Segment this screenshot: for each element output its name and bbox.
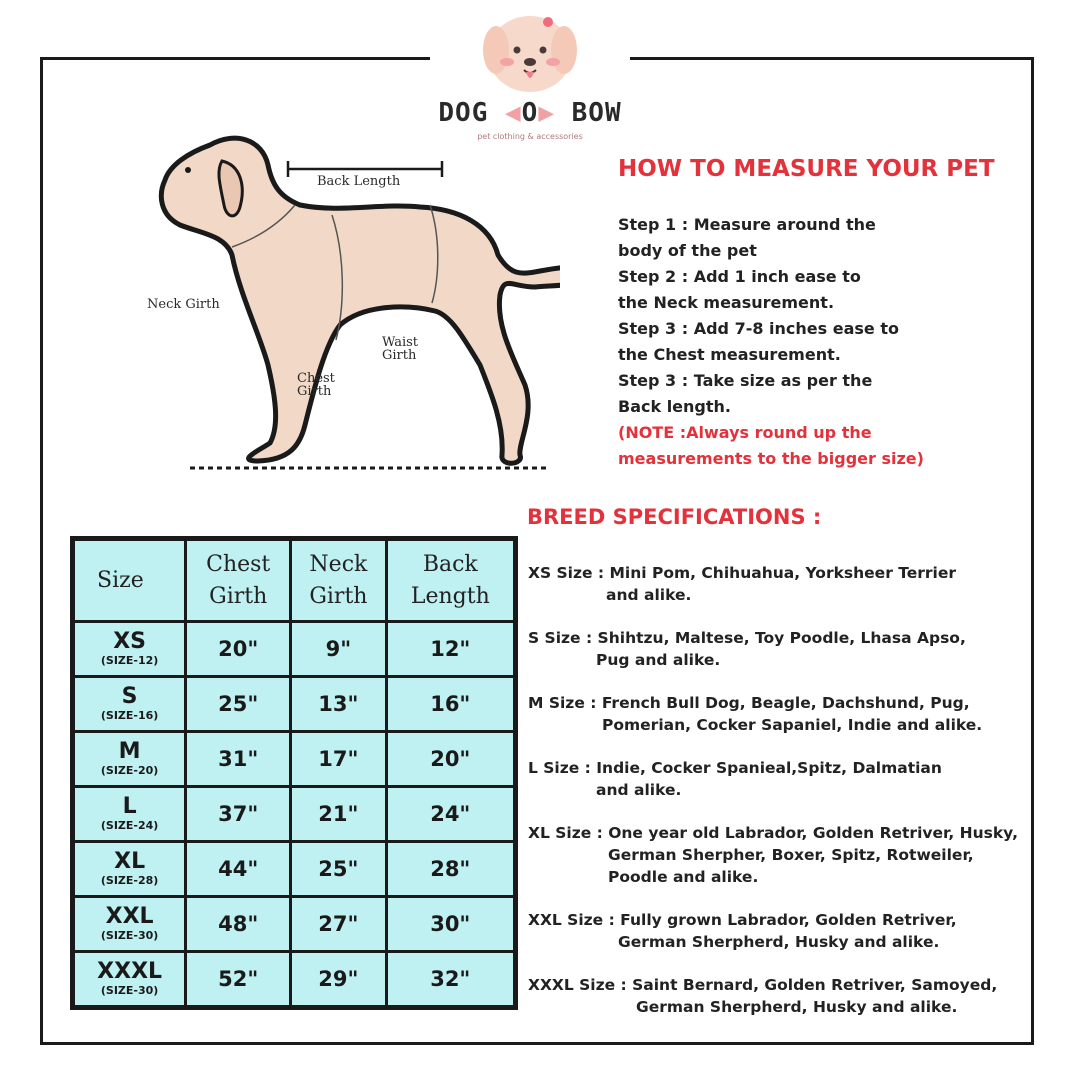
table-row	[75, 953, 513, 1005]
chest-cell: 25"	[187, 678, 289, 730]
neck-cell: 9"	[292, 623, 384, 675]
back-cell: 28"	[388, 843, 513, 895]
chest-cell: 48"	[187, 898, 289, 950]
chest-cell: 44"	[187, 843, 289, 895]
step-line: Step 1 : Measure around the	[618, 215, 876, 234]
table-row	[75, 843, 513, 895]
bow-icon: ◀	[505, 98, 522, 128]
chest-cell: 20"	[187, 623, 289, 675]
back-cell: 30"	[388, 898, 513, 950]
table-row	[75, 788, 513, 840]
breed-item-xl: XL Size : One year old Labrador, Golden Retriver, Husky, German Sherpher, Boxer, Spitz, Rotweiler, Poodle and alike.	[528, 824, 1018, 886]
size-cell: XXL (SIZE-30)	[75, 898, 184, 950]
step-line: Step 2 : Add 1 inch ease to	[618, 267, 861, 286]
size-cell: M (SIZE-20)	[75, 733, 184, 785]
bow-icon: ▶	[538, 98, 555, 128]
note-line: (NOTE :Always round up the	[618, 423, 872, 442]
brand-name: DOG ◀O▶ BOW	[438, 98, 622, 128]
back-length-label: Back Length	[317, 174, 401, 189]
neck-cell: 17"	[292, 733, 384, 785]
chest-cell: 52"	[187, 953, 289, 1005]
back-cell: 32"	[388, 953, 513, 1005]
neck-cell: 29"	[292, 953, 384, 1005]
back-cell: 20"	[388, 733, 513, 785]
chest-cell: 37"	[187, 788, 289, 840]
table-row	[75, 733, 513, 785]
header-chest-girth: Chest Girth	[187, 541, 289, 620]
size-cell: XXXL (SIZE-30)	[75, 953, 184, 1005]
breed-item-s: S Size : Shihtzu, Maltese, Toy Poodle, Lhasa Apso, Pug and alike.	[528, 629, 966, 669]
neck-girth-label: Neck Girth	[147, 297, 220, 312]
step-line: Back length.	[618, 397, 731, 416]
table-row	[75, 898, 513, 950]
back-cell: 24"	[388, 788, 513, 840]
breed-item-xxl: XXL Size : Fully grown Labrador, Golden Retriver, German Sherpherd, Husky and alike.	[528, 911, 957, 951]
neck-cell: 25"	[292, 843, 384, 895]
size-cell: L (SIZE-24)	[75, 788, 184, 840]
table-row	[75, 678, 513, 730]
size-chart-table	[70, 536, 518, 1010]
size-cell: XL (SIZE-28)	[75, 843, 184, 895]
note-line: measurements to the bigger size)	[618, 449, 924, 468]
back-cell: 16"	[388, 678, 513, 730]
measure-steps	[618, 212, 1028, 472]
chest-girth-label: Chest Girth	[297, 371, 335, 399]
neck-cell: 13"	[292, 678, 384, 730]
table-row	[75, 623, 513, 675]
breed-item-m: M Size : French Bull Dog, Beagle, Dachshund, Pug, Pomerian, Cocker Sapaniel, Indie and alike.	[528, 694, 983, 734]
breed-heading: BREED SPECIFICATIONS :	[527, 505, 822, 529]
step-line: body of the pet	[618, 241, 757, 260]
size-cell: XS (SIZE-12)	[75, 623, 184, 675]
breed-item-xxxl: XXXL Size : Saint Bernard, Golden Retriver, Samoyed, German Sherpherd, Husky and alike.	[528, 976, 998, 1016]
neck-cell: 27"	[292, 898, 384, 950]
step-line: Step 3 : Take size as per the	[618, 371, 873, 390]
step-line: the Neck measurement.	[618, 293, 835, 312]
step-line: the Chest measurement.	[618, 345, 841, 364]
breed-item-l: L Size : Indie, Cocker Spanieal,Spitz, Dalmatian and alike.	[528, 759, 942, 799]
size-cell: S (SIZE-16)	[75, 678, 184, 730]
header-size: Size	[75, 541, 184, 620]
step-line: Step 3 : Add 7-8 inches ease to	[618, 319, 899, 338]
back-cell: 12"	[388, 623, 513, 675]
table-header-row	[75, 541, 513, 620]
header-neck-girth: Neck Girth	[292, 541, 384, 620]
chest-cell: 31"	[187, 733, 289, 785]
neck-cell: 21"	[292, 788, 384, 840]
header-back-length: Back Length	[388, 541, 513, 620]
brand-tagline: pet clothing & accessories	[477, 132, 583, 141]
waist-girth-label: Waist Girth	[382, 335, 419, 363]
breed-item-xs: XS Size : Mini Pom, Chihuahua, Yorksheer Terrier and alike.	[528, 564, 957, 604]
dog-face-icon	[480, 10, 580, 96]
measure-heading: HOW TO MEASURE YOUR PET	[618, 156, 995, 182]
